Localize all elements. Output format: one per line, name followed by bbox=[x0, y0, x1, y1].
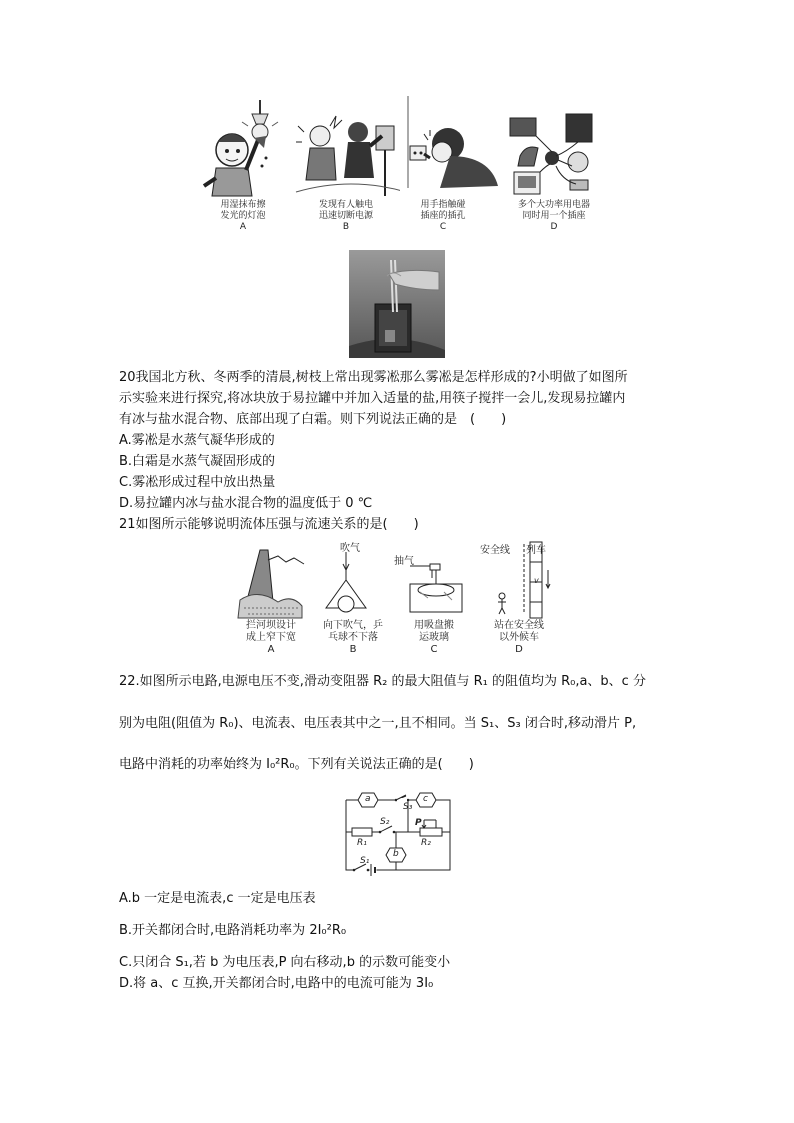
meter-a-label: a bbox=[365, 794, 371, 804]
switch-s2-label: S₂ bbox=[380, 817, 390, 827]
caption-q21-c: 用吸盘搬 运玻璃 C bbox=[414, 620, 454, 655]
caption-top-a: 用湿抹布擦 发光的灯泡 A bbox=[220, 200, 266, 232]
q21-stem: 21如图所示能够说明流体压强与流速关系的是( ) bbox=[119, 517, 419, 532]
train-label: 列车 bbox=[526, 545, 546, 556]
q22-stem-line-3: 电路中消耗的功率始终为 I₀²R₀。下列有关说法正确的是( ) bbox=[119, 757, 474, 772]
caption-q21-a: 拦河坝设计 成上窄下宽 A bbox=[246, 620, 296, 655]
panel-c-illustration bbox=[400, 96, 500, 206]
caption-top-d: 多个大功率用电器 同时用一个插座 D bbox=[517, 200, 590, 232]
q20-option-d: D.易拉罐内冰与盐水混合物的温度低于 0 ℃ bbox=[119, 496, 373, 511]
q22-option-c: C.只闭合 S₁,若 b 为电压表,P 向右移动,b 的示数可能变小 bbox=[119, 955, 451, 970]
q20-stem-line-3: 有冰与盐水混合物、底部出现了白霜。则下列说法正确的是 ( ) bbox=[119, 412, 507, 427]
switch-s1-label: S₁ bbox=[360, 856, 370, 866]
resistor-r1-label: R₁ bbox=[357, 838, 367, 848]
electrical-safety-figure bbox=[196, 96, 600, 236]
q22-option-d: D.将 a、c 互换,开关都闭合时,电路中的电流可能为 3I₀ bbox=[119, 976, 434, 991]
q22-stem-line-2: 别为电阻(阻值为 R₀)、电流表、电压表其中之一,且不相同。当 S₁、S₃ 闭合时,移动滑片 P, bbox=[119, 716, 637, 731]
pump-label: 抽气 bbox=[394, 556, 414, 567]
fluid-pressure-figure bbox=[238, 538, 558, 656]
resistor-r2-label: R₂ bbox=[421, 838, 431, 848]
q20-option-b: B.白霜是水蒸气凝固形成的 bbox=[119, 454, 276, 469]
slider-p-label: P bbox=[415, 818, 422, 828]
dam-illustration bbox=[238, 546, 304, 618]
caption-top-b: 发现有人触电 迅速切断电源 B bbox=[318, 200, 373, 232]
q20-option-c: C.雾凇形成过程中放出热量 bbox=[119, 475, 276, 490]
q22-option-b: B.开关都闭合时,电路消耗功率为 2I₀²R₀ bbox=[119, 923, 347, 938]
q22-option-a: A.b 一定是电流表,c 一定是电压表 bbox=[119, 891, 316, 906]
caption-top-c: 用手指触碰 插座的插孔 C bbox=[420, 200, 466, 232]
q20-stem-line-1: 20我国北方秋、冬两季的清晨,树枝上常出现雾凇那么雾凇是怎样形成的?小明做了如图所 bbox=[119, 370, 628, 385]
panel-b-illustration bbox=[296, 96, 406, 206]
panel-d-illustration bbox=[506, 96, 600, 206]
can-experiment-photo bbox=[349, 250, 445, 358]
suction-cup-illustration bbox=[406, 548, 470, 618]
velocity-label: v bbox=[534, 576, 539, 585]
switch-s3-label: S₃ bbox=[403, 802, 413, 812]
q20-option-a: A.雾凇是水蒸气凝华形成的 bbox=[119, 433, 275, 448]
circuit-diagram bbox=[340, 792, 460, 878]
q22-stem-line-1: 22.如图所示电路,电源电压不变,滑动变阻器 R₂ 的最大阻值与 R₁ 的阻值均为 R₀,a、b、c 分 bbox=[119, 674, 646, 689]
caption-q21-d: 站在安全线 以外候车 D bbox=[494, 620, 544, 655]
blow-label: 吹气 bbox=[340, 543, 360, 554]
meter-c-label: c bbox=[423, 794, 428, 804]
panel-a-illustration bbox=[196, 96, 286, 206]
safety-line-label: 安全线 bbox=[480, 545, 510, 556]
q20-stem-line-2: 示实验来进行探究,将冰块放于易拉罐中并加入适量的盐,用筷子搅拌一会儿,发现易拉罐内 bbox=[119, 391, 626, 406]
caption-q21-b: 向下吹气，乒 乓球不下落 B bbox=[323, 620, 383, 655]
meter-b-label: b bbox=[393, 849, 399, 859]
